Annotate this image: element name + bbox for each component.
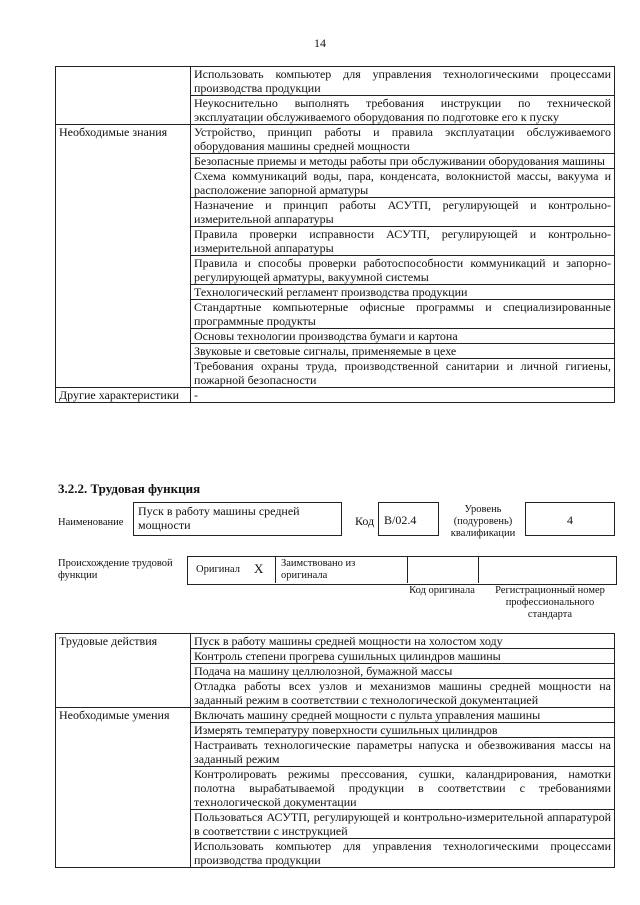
code-label: Код (355, 514, 375, 528)
row-text: Правила проверки исправности АСУТП, регулирующей и контрольно-измерительной аппаратуры (191, 227, 615, 256)
row-text: - (191, 388, 615, 403)
row-text: Неукоснительно выполнять требования инструкции по технической эксплуатации обслуживаемого оборудования по подготовке его к пуску (191, 96, 615, 125)
row-text: Технологический регламент производства продукции (191, 285, 615, 300)
row-text: Устройство, принцип работы и правила эксплуатации обслуживаемого оборудования машины средней мощности (191, 125, 615, 154)
row-text: Звуковые и световые сигналы, применяемые в цехе (191, 344, 615, 359)
table-row (56, 388, 615, 403)
row-text: Схема коммуникаций воды, пара, конденсата, волокнистой массы, вакуума и расположение запорной арматуры (191, 169, 615, 198)
table-row (56, 634, 615, 649)
level-value: 4 (525, 502, 615, 536)
code-value: В/02.4 (378, 502, 439, 536)
origin-label: Происхождение трудовой функции (58, 558, 173, 581)
name-label: Наименование (58, 517, 124, 528)
row-label-knowledge: Необходимые знания (56, 125, 191, 388)
table-row (56, 125, 615, 154)
row-label (56, 67, 191, 125)
page-number: 14 (314, 36, 326, 50)
row-text: Требования охраны труда, производственной санитарии и личной гигиены, пожарной безопасности (191, 359, 615, 388)
row-text: Пользоваться АСУТП, регулирующей и контрольно-измерительной аппаратурой в соответствии с инструкцией (191, 810, 615, 839)
row-text: Подача на машину целлюлозной, бумажной массы (191, 664, 615, 679)
knowledge-table (55, 66, 615, 403)
row-text: Основы технологии производства бумаги и картона (191, 329, 615, 344)
row-text: Включать машину средней мощности с пульта управления машины (191, 708, 615, 723)
row-text: Использовать компьютер для управления технологическими процессами производства продукции (191, 839, 615, 868)
level-label: Уровень (подуровень) квалификации (450, 504, 516, 539)
row-text: Безопасные приемы и методы работы при обслуживании оборудования машины (191, 154, 615, 169)
row-text: Использовать компьютер для управления технологическими процессами производства продукции (191, 67, 615, 96)
row-text: Контроль степени прогрева сушильных цилиндров машины (191, 649, 615, 664)
table-row (56, 708, 615, 723)
borrowed-label: Заимствовано из оригинала (281, 558, 356, 581)
original-mark: X (254, 561, 264, 576)
reg-number-caption: Регистрационный номер профессионального стандарта (495, 585, 605, 620)
row-label-other: Другие характеристики (56, 388, 191, 403)
original-label: Оригинал (196, 564, 240, 575)
row-label-skills: Необходимые умения (56, 708, 191, 868)
table-row (56, 67, 615, 96)
row-text: Отладка работы всех узлов и механизмов машины средней мощности на заданный режим в соответствии с технологической документацией (191, 679, 615, 708)
section-title: 3.2.2. Трудовая функция (58, 481, 201, 496)
row-text: Пуск в работу машины средней мощности на холостом ходу (191, 634, 615, 649)
row-text: Контролировать режимы прессования, сушки, каландрирования, намотки полотна вырабатываемой продукции в соответствии с требованиями технологической документации (191, 767, 615, 810)
row-text: Стандартные компьютерные офисные программы и специализированные программные продукты (191, 300, 615, 329)
row-text: Назначение и принцип работы АСУТП, регулирующей и контрольно-измерительной аппаратуры (191, 198, 615, 227)
row-text: Правила и способы проверки работоспособности коммуникаций и запорно-регулирующей арматуры, вакуумной системы (191, 256, 615, 285)
actions-table (55, 633, 615, 868)
row-label-actions: Трудовые действия (56, 634, 191, 708)
code-original-caption: Код оригинала (409, 585, 475, 596)
name-value: Пуск в работу машины средней мощности (133, 502, 342, 536)
origin-code-cell (407, 556, 479, 583)
row-text: Настраивать технологические параметры напуска и обезвоживания массы на заданный режим (191, 738, 615, 767)
row-text: Измерять температуру поверхности сушильных цилиндров (191, 723, 615, 738)
